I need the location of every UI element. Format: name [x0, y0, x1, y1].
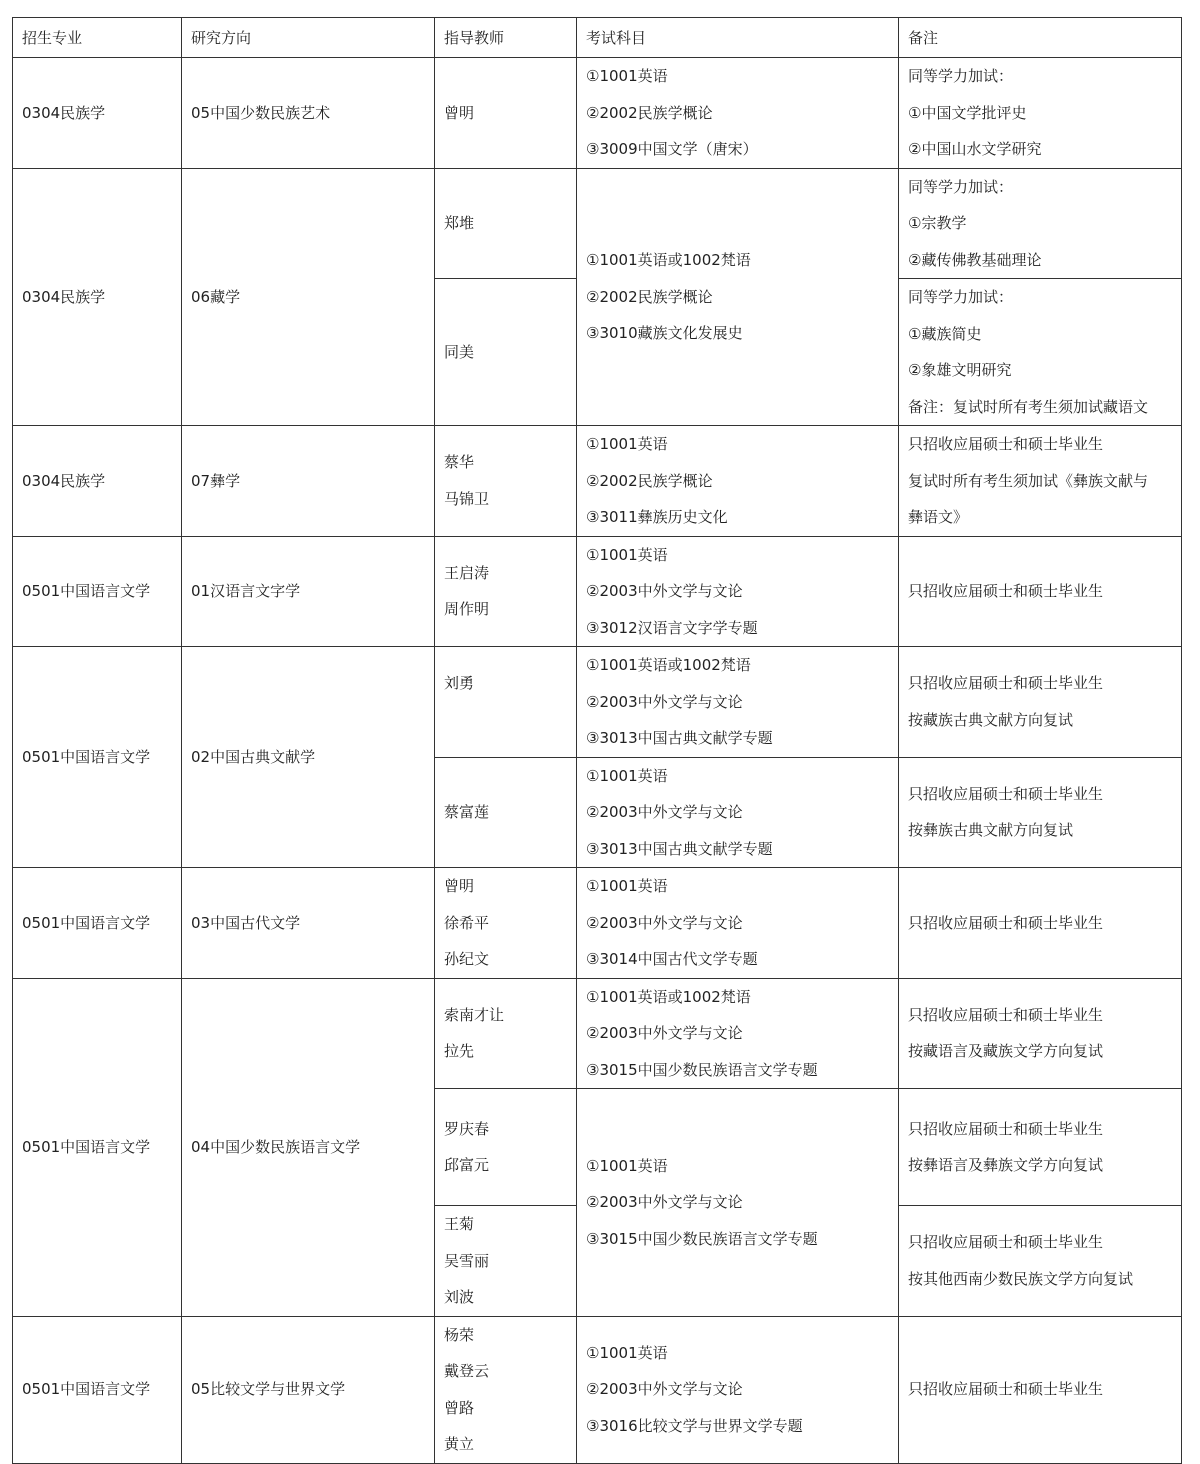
- direction-cell: 01汉语言文字学: [182, 536, 435, 647]
- direction-cell: 02中国古典文献学: [182, 647, 435, 868]
- exams-cell: ①1001英语 ②2003中外文学与文论 ③3014中国古代文学专题: [577, 868, 899, 979]
- exams-cell: ①1001英语或1002梵语 ②2002民族学概论 ③3010藏族文化发展史: [577, 168, 899, 426]
- header-exams: 考试科目: [577, 18, 899, 58]
- table-row: [13, 168, 1182, 279]
- teachers-cell: 杨荣 戴登云 曾路 黄立: [435, 1316, 577, 1463]
- teachers-cell: 郑堆: [435, 168, 577, 279]
- exams-cell: ①1001英语 ②2002民族学概论 ③3011彝族历史文化: [577, 426, 899, 537]
- header-notes: 备注: [899, 18, 1182, 58]
- major-cell: 0501中国语言文学: [13, 868, 182, 979]
- notes-cell: 只招收应届硕士和硕士毕业生 按藏族古典文献方向复试: [899, 647, 1182, 758]
- exams-cell: ①1001英语 ②2003中外文学与文论 ③3016比较文学与世界文学专题: [577, 1316, 899, 1463]
- notes-cell: 只招收应届硕士和硕士毕业生 复试时所有考生须加试《彝族文献与 彝语文》: [899, 426, 1182, 537]
- major-cell: 0304民族学: [13, 426, 182, 537]
- notes-cell: 只招收应届硕士和硕士毕业生: [899, 1316, 1182, 1463]
- table-row: [13, 978, 1182, 1089]
- exams-cell: ①1001英语 ②2002民族学概论 ③3009中国文学（唐宋）: [577, 58, 899, 169]
- direction-cell: 07彝学: [182, 426, 435, 537]
- teachers-cell: 曾明 徐希平 孙纪文: [435, 868, 577, 979]
- header-row: [13, 18, 1182, 58]
- direction-cell: 05比较文学与世界文学: [182, 1316, 435, 1463]
- notes-cell: 只招收应届硕士和硕士毕业生 按彝族古典文献方向复试: [899, 757, 1182, 868]
- notes-cell: 只招收应届硕士和硕士毕业生 按其他西南少数民族文学方向复试: [899, 1206, 1182, 1317]
- teachers-cell: 同美: [435, 279, 577, 426]
- teachers-cell: 罗庆春 邱富元: [435, 1089, 577, 1206]
- exams-cell: ①1001英语或1002梵语 ②2003中外文学与文论 ③3015中国少数民族语言文学专题: [577, 978, 899, 1089]
- table-row: [13, 426, 1182, 537]
- major-cell: 0501中国语言文学: [13, 1316, 182, 1463]
- direction-cell: 06藏学: [182, 168, 435, 426]
- teachers-cell: 索南才让 拉先: [435, 978, 577, 1089]
- table-row: [13, 536, 1182, 647]
- notes-cell: 同等学力加试： ①宗教学 ②藏传佛教基础理论: [899, 168, 1182, 279]
- exams-cell: ①1001英语 ②2003中外文学与文论 ③3015中国少数民族语言文学专题: [577, 1089, 899, 1317]
- notes-cell: 同等学力加试： ①藏族简史 ②象雄文明研究 备注：复试时所有考生须加试藏语文: [899, 279, 1182, 426]
- exams-cell: ①1001英语或1002梵语 ②2003中外文学与文论 ③3013中国古典文献学专题: [577, 647, 899, 758]
- header-direction: 研究方向: [182, 18, 435, 58]
- teachers-cell: 王启涛 周作明: [435, 536, 577, 647]
- direction-cell: 05中国少数民族艺术: [182, 58, 435, 169]
- major-cell: 0304民族学: [13, 58, 182, 169]
- major-cell: 0501中国语言文学: [13, 536, 182, 647]
- major-cell: 0501中国语言文学: [13, 647, 182, 868]
- header-teachers: 指导教师: [435, 18, 577, 58]
- table-row: [13, 868, 1182, 979]
- teachers-cell: 曾明: [435, 58, 577, 169]
- header-major: 招生专业: [13, 18, 182, 58]
- direction-cell: 04中国少数民族语言文学: [182, 978, 435, 1316]
- major-cell: 0501中国语言文学: [13, 978, 182, 1316]
- notes-cell: 只招收应届硕士和硕士毕业生 按藏语言及藏族文学方向复试: [899, 978, 1182, 1089]
- enrollment-table: [12, 17, 1182, 1464]
- notes-cell: 只招收应届硕士和硕士毕业生: [899, 536, 1182, 647]
- exams-cell: ①1001英语 ②2003中外文学与文论 ③3013中国古典文献学专题: [577, 757, 899, 868]
- table-row: [13, 647, 1182, 758]
- notes-cell: 只招收应届硕士和硕士毕业生: [899, 868, 1182, 979]
- teachers-cell: 王菊 吴雪丽 刘波: [435, 1206, 577, 1317]
- teachers-cell: 蔡华 马锦卫: [435, 426, 577, 537]
- notes-cell: 只招收应届硕士和硕士毕业生 按彝语言及彝族文学方向复试: [899, 1089, 1182, 1206]
- notes-cell: 同等学力加试： ①中国文学批评史 ②中国山水文学研究: [899, 58, 1182, 169]
- exams-cell: ①1001英语 ②2003中外文学与文论 ③3012汉语言文字学专题: [577, 536, 899, 647]
- direction-cell: 03中国古代文学: [182, 868, 435, 979]
- table-row: [13, 1316, 1182, 1463]
- major-cell: 0304民族学: [13, 168, 182, 426]
- teachers-cell: 刘勇: [435, 647, 577, 758]
- table-row: [13, 58, 1182, 169]
- teachers-cell: 蔡富莲: [435, 757, 577, 868]
